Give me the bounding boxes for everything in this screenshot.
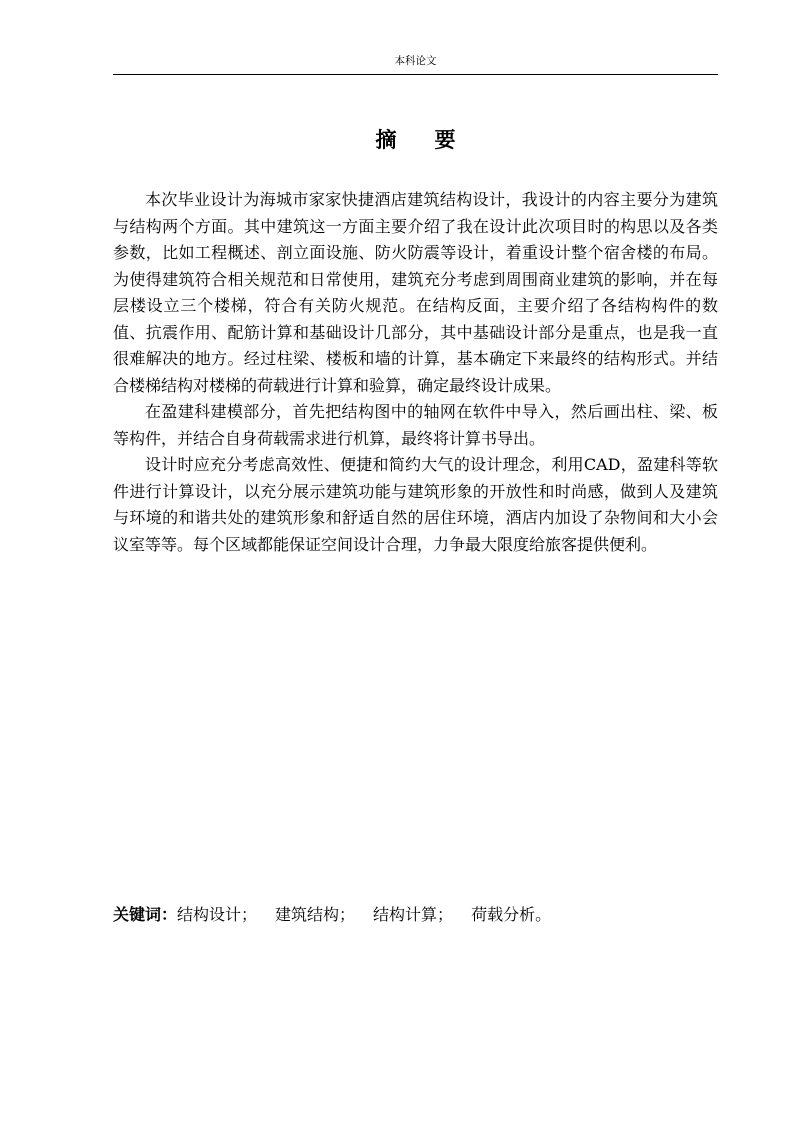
keywords-label: 关键词： <box>113 905 178 924</box>
abstract-body <box>113 187 718 558</box>
keyword-item: 建筑结构； <box>275 905 356 924</box>
abstract-title: 摘要 <box>375 127 494 152</box>
keyword-item: 荷载分析。 <box>471 905 552 924</box>
abstract-paragraph-1: 本次毕业设计为海城市家家快捷酒店建筑结构设计，我设计的内容主要分为建筑与结构两个方面。其中建筑这一方面主要介绍了我在设计此次项目时的构思以及各类参数，比如工程概述、剖立面设施、防火防震等设计，着重设计整个宿舍楼的布局。为使得建筑符合相关规范和日常使用，建筑充分考虑到周围商业建筑的影响，并在每层楼设立三个楼梯，符合有关防火规范。在结构反面，主要介绍了各结构构件的数值、抗震作用、配筋计算和基础设计几部分，其中基础设计部分是重点，也是我一直很难解决的地方。经过柱梁、楼板和墙的计算，基本确定下来最终的结构形式。并结合楼梯结构对楼梯的荷载进行计算和验算，确定最终设计成果。 <box>113 190 718 395</box>
keywords-line <box>113 902 718 928</box>
page-header <box>113 52 718 75</box>
abstract-paragraph-3: 设计时应充分考虑高效性、便捷和简约大气的设计理念，利用CAD，盈建科等软件进行计算设计，以充分展示建筑功能与建筑形象的开放性和时尚感，做到人及建筑与环境的和谐共处的建筑形象和舒适自然的居住环境，酒店内加设了杂物间和大小会议室等等。每个区域都能保证空间设计合理，力争最大限度给旅客提供便利。 <box>113 455 718 554</box>
keyword-item: 结构计算； <box>373 905 454 924</box>
abstract-paragraph-2: 在盈建科建模部分，首先把结构图中的轴网在软件中导入，然后画出柱、梁、板等构件，并结合自身荷载需求进行机算，最终将计算书导出。 <box>113 402 718 448</box>
header-text: 本科论文 <box>394 55 437 67</box>
keyword-item: 结构设计； <box>177 905 258 924</box>
